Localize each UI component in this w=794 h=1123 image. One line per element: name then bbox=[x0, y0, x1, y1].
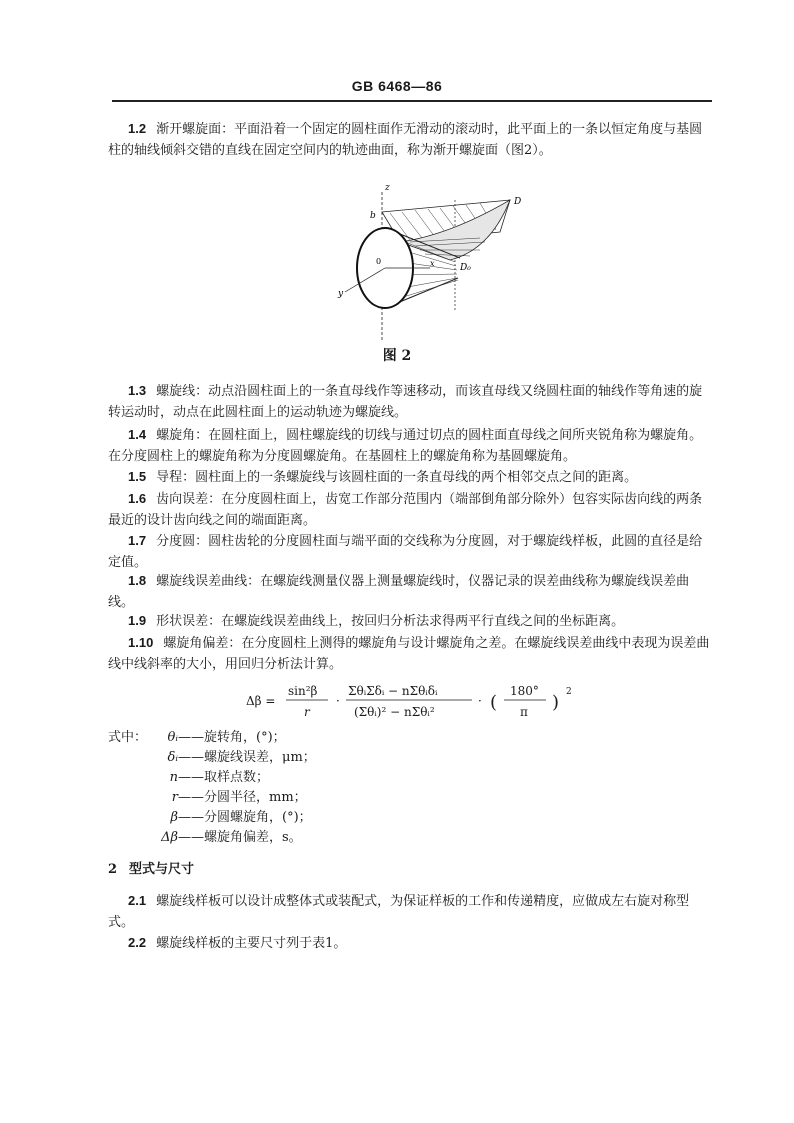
formula-exponent: 2 bbox=[566, 687, 572, 697]
clause-number: 1.3 bbox=[128, 383, 147, 398]
symbol-desc: ——螺旋线误差，μm； bbox=[178, 750, 316, 765]
clause-text: 形状误差：在螺旋线误差曲线上，按回归分析法求得两平行直线之间的坐标距离。 bbox=[156, 614, 625, 629]
clause-number: 1.7 bbox=[128, 533, 147, 548]
clause-number: 1.2 bbox=[128, 121, 147, 136]
symbol-row bbox=[108, 788, 316, 808]
symbol-row bbox=[108, 728, 316, 748]
clause-number: 1.5 bbox=[128, 469, 147, 484]
symbol-desc: ——分圆半径，mm； bbox=[178, 790, 307, 805]
paragraph-1-7 bbox=[108, 530, 714, 573]
clause-number: 1.6 bbox=[128, 491, 147, 506]
symbol-row bbox=[108, 748, 316, 768]
D0-label: D₀ bbox=[460, 263, 471, 273]
clause-text: 螺旋线样板可以设计成整体式或装配式，为保证样板的工作和传递精度，应做成左右旋对称型式。 bbox=[108, 894, 690, 930]
clause-number: 1.10 bbox=[128, 635, 154, 650]
z-label: z bbox=[385, 183, 390, 193]
clause-text: 螺旋线样板的主要尺寸列于表1。 bbox=[156, 936, 347, 951]
symbol-list bbox=[108, 728, 316, 848]
clause-number: 2.2 bbox=[128, 935, 147, 950]
fraction-3-numerator: 180° bbox=[510, 684, 539, 698]
clause-text: 螺旋线误差曲线：在螺旋线测量仪器上测量螺旋线时，仪器记录的误差曲线称为螺旋线误差曲线。 bbox=[108, 574, 690, 610]
figure-caption: 图 2 bbox=[382, 348, 412, 364]
symbol-desc: ——螺旋角偏差，s。 bbox=[178, 830, 302, 845]
formula-dot: · bbox=[478, 694, 482, 708]
standard-code-header: GB 6468—86 bbox=[351, 78, 443, 94]
symbols-intro: 式中： bbox=[108, 730, 148, 745]
clause-number: 1.4 bbox=[128, 427, 147, 442]
helicoid-figure bbox=[330, 180, 540, 340]
symbol-key: n bbox=[169, 770, 178, 785]
section-number: 2 bbox=[108, 862, 118, 877]
clause-text: 齿向误差：在分度圆柱面上，齿宽工作部分范围内（端部倒角部分除外）包容实际齿向线的两条最近的设计齿向线之间的端面距离。 bbox=[108, 492, 703, 528]
paragraph-1-10 bbox=[108, 632, 714, 675]
clause-text: 渐开螺旋面：平面沿着一个固定的圆柱面作无滑动的滚动时，此平面上的一条以恒定角度与基圆柱的轴线倾斜交错的直线在固定空间内的轨迹曲面，称为渐开螺旋面（图2）。 bbox=[108, 122, 703, 158]
paragraph-1-3 bbox=[108, 380, 714, 423]
paragraph-2-1 bbox=[108, 890, 714, 933]
fraction-3-denominator: π bbox=[520, 705, 528, 719]
right-paren: ) bbox=[552, 692, 560, 713]
clause-text: 螺旋角偏差：在分度圆柱上测得的螺旋角与设计螺旋角之差。在螺旋线误差曲线中表现为误差曲线中线斜率的大小，用回归分析法计算。 bbox=[108, 636, 710, 672]
formula-dot: · bbox=[336, 694, 340, 708]
left-paren: ( bbox=[490, 692, 498, 713]
clause-text: 分度圆：圆柱齿轮的分度圆柱面与端平面的交线称为分度圆，对于螺旋线样板，此圆的直径是给定值。 bbox=[108, 534, 703, 570]
paragraph-1-8 bbox=[108, 570, 714, 613]
symbol-row bbox=[108, 828, 316, 848]
paragraph-1-9 bbox=[108, 610, 714, 632]
paragraph-1-2 bbox=[108, 118, 714, 161]
paragraph-1-4 bbox=[108, 424, 714, 467]
clause-text: 导程：圆柱面上的一条螺旋线与该圆柱面的一条直母线的两个相邻交点之间的距离。 bbox=[156, 470, 638, 485]
formula-lhs: Δβ = bbox=[246, 694, 276, 708]
fraction-2-denominator: (Σθᵢ)² − nΣθᵢ² bbox=[354, 705, 435, 719]
clause-text: 螺旋角：在圆柱面上，圆柱螺旋线的切线与通过切点的圆柱面直母线之间所夹锐角称为螺旋角。在分度圆柱上的螺旋角称为分度圆螺旋角。在基圆柱上的螺旋角称为基圆螺旋角。 bbox=[108, 428, 703, 464]
fraction-1-numerator: sin²β bbox=[288, 684, 318, 698]
x-label: x bbox=[430, 259, 435, 268]
symbol-key: θᵢ bbox=[167, 730, 178, 745]
symbol-desc: ——分圆螺旋角，(°)； bbox=[178, 810, 312, 825]
symbol-row bbox=[108, 808, 316, 828]
paragraph-1-6 bbox=[108, 488, 714, 531]
symbol-desc: ——取样点数； bbox=[178, 770, 270, 785]
symbol-key: Δβ bbox=[161, 830, 178, 845]
y-label: y bbox=[338, 289, 344, 299]
symbol-key: r bbox=[171, 790, 178, 805]
origin-label: 0 bbox=[376, 257, 382, 266]
symbol-desc: ——旋转角，(°)； bbox=[178, 730, 286, 745]
clause-number: 2.1 bbox=[128, 893, 147, 908]
section-2-heading bbox=[108, 858, 194, 877]
fraction-2-numerator: ΣθᵢΣδᵢ − nΣθᵢδᵢ bbox=[348, 684, 438, 698]
b-label: b bbox=[370, 211, 376, 221]
paragraph-1-5 bbox=[108, 466, 714, 488]
clause-text: 螺旋线：动点沿圆柱面上的一条直母线作等速移动，而该直母线又绕圆柱面的轴线作等角速的旋转运动时，动点在此圆柱面上的运动轨迹为螺旋线。 bbox=[108, 384, 703, 420]
section-title: 型式与尺寸 bbox=[129, 862, 195, 877]
symbol-key: β bbox=[170, 810, 178, 825]
clause-number: 1.9 bbox=[128, 613, 147, 628]
helix-angle-formula bbox=[246, 680, 606, 724]
fraction-1-denominator: r bbox=[304, 705, 310, 719]
clause-number: 1.8 bbox=[128, 573, 147, 588]
D-label: D bbox=[514, 197, 522, 207]
paragraph-2-2 bbox=[108, 932, 714, 954]
symbol-row bbox=[108, 768, 316, 788]
header-rule bbox=[112, 100, 712, 102]
symbol-key: δᵢ bbox=[167, 750, 178, 765]
